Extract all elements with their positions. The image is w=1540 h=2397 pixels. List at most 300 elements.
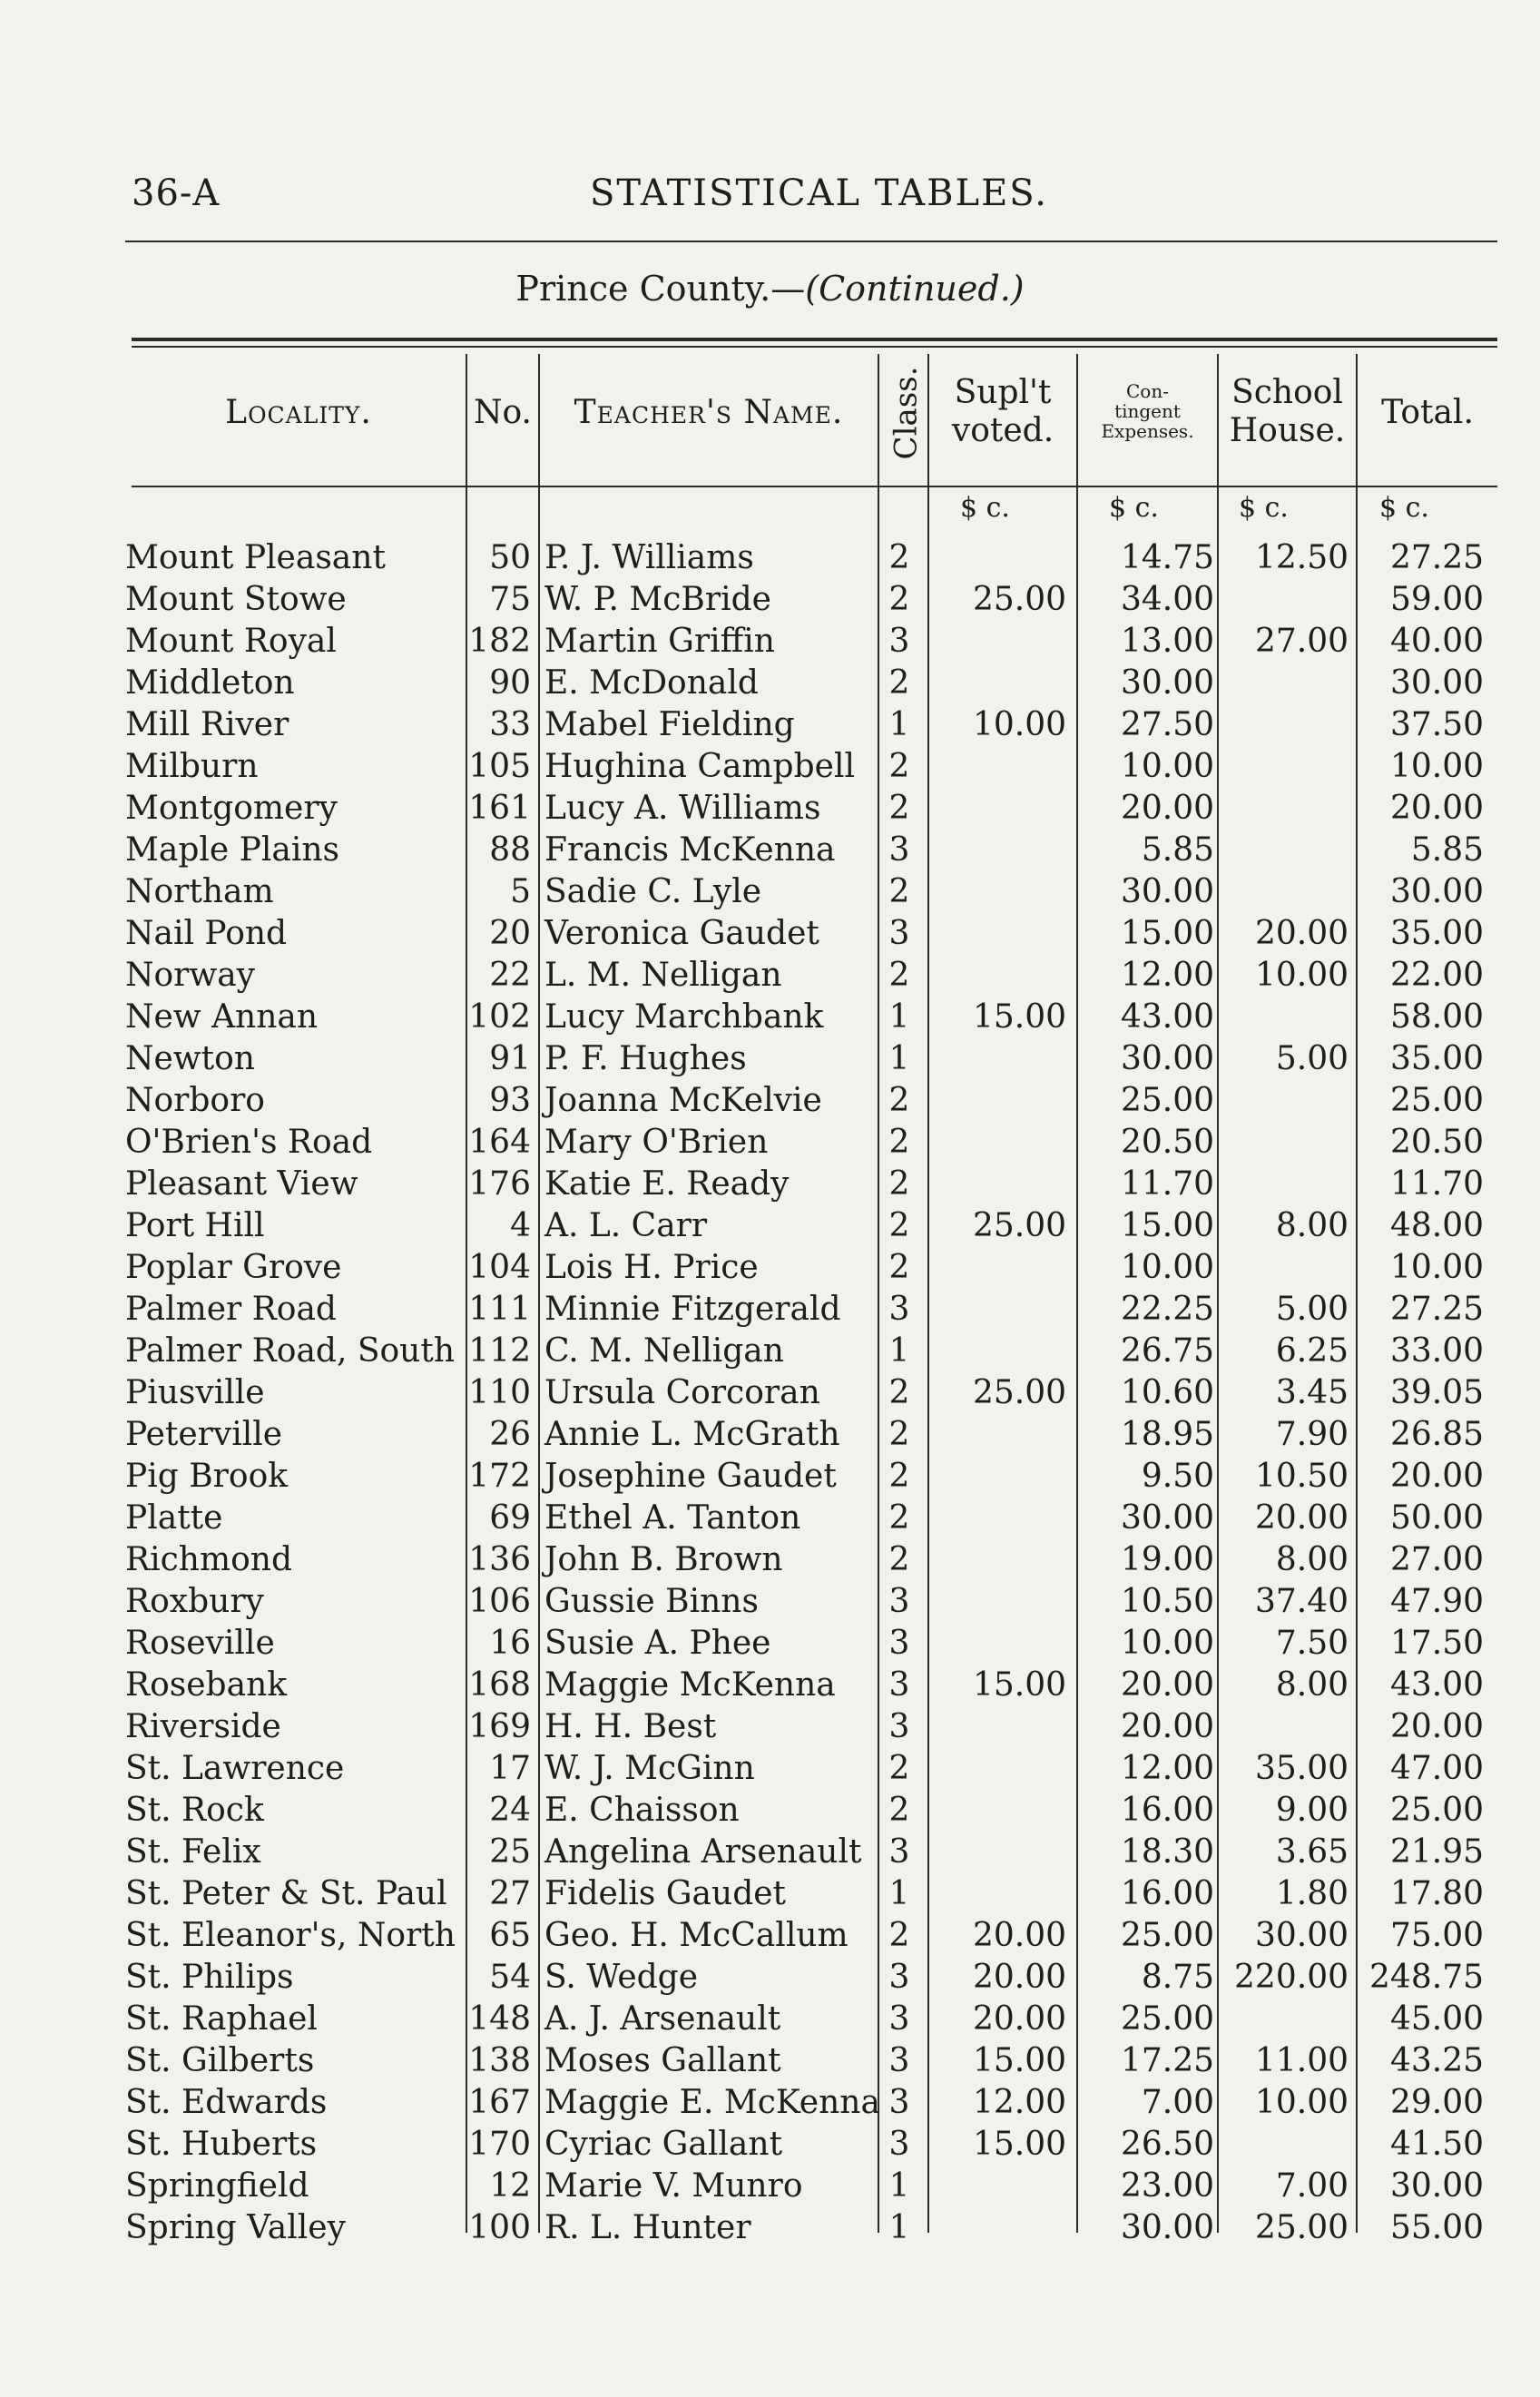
cell-school-house: 12.50 — [1254, 539, 1349, 576]
cell-number: 69 — [489, 1499, 531, 1537]
cell-number: 176 — [468, 1165, 531, 1203]
cell-teacher-name: W. P. McBride — [544, 581, 771, 618]
cell-class: 3 — [888, 1833, 910, 1871]
cell-supl-voted: 10.00 — [972, 706, 1066, 743]
cell-teacher-name: Katie E. Ready — [544, 1165, 790, 1203]
table-row — [0, 1331, 1540, 1372]
cell-school-house: 37.40 — [1254, 1583, 1349, 1620]
cell-number: 17 — [489, 1750, 531, 1787]
cell-number: 161 — [468, 790, 531, 827]
cell-locality: Montgomery — [125, 790, 338, 827]
cell-class: 1 — [888, 2167, 910, 2205]
cell-locality: Rosebank — [125, 1666, 288, 1704]
cell-teacher-name: Mabel Fielding — [544, 706, 795, 743]
cell-locality: Palmer Road — [125, 1291, 337, 1328]
cell-total: 35.00 — [1389, 915, 1484, 952]
cell-locality: St. Edwards — [125, 2084, 328, 2121]
table-row — [0, 830, 1540, 871]
header-house-line2: House. — [1229, 412, 1346, 449]
cell-locality: Maple Plains — [125, 831, 340, 869]
cell-school-house: 9.00 — [1275, 1792, 1349, 1829]
cell-teacher-name: Angelina Arsenault — [544, 1833, 862, 1871]
county-continued: (Continued.) — [805, 269, 1025, 309]
unit-total: $ c. — [1379, 492, 1429, 524]
cell-school-house: 27.00 — [1254, 623, 1349, 660]
cell-school-house: 7.50 — [1275, 1625, 1349, 1662]
header-bottom-rule — [132, 486, 1497, 487]
cell-contingent-expenses: 10.00 — [1120, 748, 1214, 785]
cell-locality: Richmond — [125, 1541, 293, 1578]
cell-total: 27.25 — [1389, 539, 1484, 576]
cell-contingent-expenses: 15.00 — [1120, 1207, 1214, 1244]
cell-school-house: 35.00 — [1254, 1750, 1349, 1787]
cell-contingent-expenses: 10.00 — [1120, 1249, 1214, 1286]
cell-locality: Mount Stowe — [125, 581, 347, 618]
header-supl-voted — [929, 374, 1076, 450]
cell-class: 1 — [888, 998, 910, 1036]
cell-number: 182 — [468, 623, 531, 660]
table-row — [0, 1748, 1540, 1790]
cell-teacher-name: Cyriac Gallant — [544, 2126, 783, 2163]
cell-contingent-expenses: 12.00 — [1120, 1750, 1214, 1787]
cell-total: 30.00 — [1389, 873, 1484, 910]
cell-number: 24 — [489, 1792, 531, 1829]
cell-locality: St. Peter & St. Paul — [125, 1875, 447, 1912]
cell-class: 3 — [888, 623, 910, 660]
cell-contingent-expenses: 9.50 — [1141, 1458, 1214, 1495]
cell-total: 59.00 — [1389, 581, 1484, 618]
header-supl-line1: Supl't — [954, 374, 1052, 411]
table-row — [0, 1164, 1540, 1205]
cell-class: 2 — [888, 664, 910, 702]
cell-class: 3 — [888, 831, 910, 869]
cell-total: 75.00 — [1389, 1917, 1484, 1954]
cell-teacher-name: Lois H. Price — [544, 1249, 759, 1286]
cell-number: 12 — [489, 2167, 531, 2205]
table-row — [0, 997, 1540, 1038]
cell-number: 22 — [489, 957, 531, 994]
cell-total: 35.00 — [1389, 1040, 1484, 1077]
cell-class: 3 — [888, 1708, 910, 1745]
table-row — [0, 1790, 1540, 1832]
cell-locality: O'Brien's Road — [125, 1124, 373, 1161]
cell-contingent-expenses: 25.00 — [1120, 1917, 1214, 1954]
header-no: No. — [474, 394, 532, 431]
cell-total: 58.00 — [1389, 998, 1484, 1036]
table-row — [0, 1999, 1540, 2040]
cell-total: 22.00 — [1389, 957, 1484, 994]
header-cont-line3: Expenses. — [1101, 420, 1194, 442]
cell-locality: New Annan — [125, 998, 319, 1036]
cell-teacher-name: Geo. H. McCallum — [544, 1917, 848, 1954]
cell-teacher-name: C. M. Nelligan — [544, 1332, 784, 1370]
cell-contingent-expenses: 26.50 — [1120, 2126, 1214, 2163]
cell-teacher-name: L. M. Nelligan — [544, 957, 782, 994]
cell-supl-voted: 20.00 — [972, 1959, 1066, 1996]
table-row — [0, 871, 1540, 913]
cell-number: 4 — [510, 1207, 531, 1244]
cell-class: 2 — [888, 1124, 910, 1161]
cell-locality: Platte — [125, 1499, 223, 1537]
cell-number: 164 — [468, 1124, 531, 1161]
cell-total: 47.90 — [1389, 1583, 1484, 1620]
cell-locality: Riverside — [125, 1708, 281, 1745]
cell-locality: Pig Brook — [125, 1458, 289, 1495]
cell-contingent-expenses: 30.00 — [1120, 664, 1214, 702]
header-class — [888, 354, 924, 472]
cell-teacher-name: S. Wedge — [544, 1959, 699, 1996]
cell-total: 41.50 — [1389, 2126, 1484, 2163]
cell-contingent-expenses: 30.00 — [1120, 1499, 1214, 1537]
cell-contingent-expenses: 7.00 — [1141, 2084, 1214, 2121]
header-school-house — [1219, 374, 1356, 450]
cell-class: 2 — [888, 1458, 910, 1495]
cell-school-house: 10.00 — [1254, 957, 1349, 994]
cell-number: 50 — [489, 539, 531, 576]
cell-number: 93 — [489, 1082, 531, 1119]
cell-contingent-expenses: 25.00 — [1120, 1082, 1214, 1119]
cell-locality: Northam — [125, 873, 274, 910]
cell-locality: Roxbury — [125, 1583, 264, 1620]
cell-total: 20.00 — [1389, 790, 1484, 827]
cell-school-house: 8.00 — [1275, 1207, 1349, 1244]
cell-supl-voted: 25.00 — [972, 1374, 1066, 1411]
cell-locality: St. Eleanor's, North — [125, 1917, 456, 1954]
cell-contingent-expenses: 10.60 — [1120, 1374, 1214, 1411]
table-row — [0, 2040, 1540, 2082]
cell-school-house: 8.00 — [1275, 1666, 1349, 1704]
cell-supl-voted: 20.00 — [972, 2000, 1066, 2038]
cell-total: 29.00 — [1389, 2084, 1484, 2121]
cell-total: 17.80 — [1389, 1875, 1484, 1912]
table-row — [0, 1122, 1540, 1164]
table-row — [0, 2124, 1540, 2166]
cell-contingent-expenses: 16.00 — [1120, 1792, 1214, 1829]
cell-school-house: 10.00 — [1254, 2084, 1349, 2121]
cell-teacher-name: W. J. McGinn — [544, 1750, 755, 1787]
cell-supl-voted: 15.00 — [972, 2042, 1066, 2079]
cell-class: 3 — [888, 1583, 910, 1620]
cell-number: 168 — [468, 1666, 531, 1704]
cell-total: 40.00 — [1389, 623, 1484, 660]
cell-school-house: 5.00 — [1275, 1291, 1349, 1328]
cell-locality: St. Raphael — [125, 2000, 318, 2038]
table-row — [0, 1832, 1540, 1873]
table-row — [0, 2207, 1540, 2249]
header-cont-line2: tingent — [1114, 400, 1181, 422]
cell-number: 27 — [489, 1875, 531, 1912]
cell-class: 2 — [888, 581, 910, 618]
cell-school-house: 3.65 — [1275, 1833, 1349, 1871]
cell-total: 20.00 — [1389, 1708, 1484, 1745]
table-row — [0, 1289, 1540, 1331]
cell-number: 111 — [468, 1291, 531, 1328]
cell-contingent-expenses: 10.50 — [1120, 1583, 1214, 1620]
cell-teacher-name: P. F. Hughes — [544, 1040, 747, 1077]
cell-contingent-expenses: 20.00 — [1120, 1666, 1214, 1704]
table-top-rule-thick — [132, 338, 1497, 341]
cell-locality: St. Philips — [125, 1959, 294, 1996]
cell-contingent-expenses: 13.00 — [1120, 623, 1214, 660]
cell-locality: St. Lawrence — [125, 1750, 345, 1787]
cell-total: 20.50 — [1389, 1124, 1484, 1161]
cell-class: 2 — [888, 1792, 910, 1829]
table-row — [0, 746, 1540, 788]
cell-school-house: 25.00 — [1254, 2209, 1349, 2246]
table-row — [0, 1372, 1540, 1414]
cell-class: 1 — [888, 1040, 910, 1077]
cell-contingent-expenses: 43.00 — [1120, 998, 1214, 1036]
cell-supl-voted: 15.00 — [972, 1666, 1066, 1704]
cell-total: 248.75 — [1369, 1959, 1484, 1996]
cell-number: 172 — [468, 1458, 531, 1495]
cell-class: 2 — [888, 1165, 910, 1203]
cell-number: 16 — [489, 1625, 531, 1662]
cell-locality: Mount Royal — [125, 623, 337, 660]
cell-locality: Poplar Grove — [125, 1249, 342, 1286]
cell-locality: St. Felix — [125, 1833, 261, 1871]
cell-total: 55.00 — [1389, 2209, 1484, 2246]
county-name: Prince County.— — [515, 269, 806, 309]
cell-school-house: 1.80 — [1275, 1875, 1349, 1912]
cell-number: 75 — [489, 581, 531, 618]
header-rule — [125, 241, 1497, 242]
cell-total: 20.00 — [1389, 1458, 1484, 1495]
cell-contingent-expenses: 30.00 — [1120, 1040, 1214, 1077]
cell-contingent-expenses: 19.00 — [1120, 1541, 1214, 1578]
cell-number: 169 — [468, 1708, 531, 1745]
cell-contingent-expenses: 10.00 — [1120, 1625, 1214, 1662]
cell-total: 47.00 — [1389, 1750, 1484, 1787]
table-row — [0, 913, 1540, 955]
cell-locality: Middleton — [125, 664, 295, 702]
cell-number: 5 — [510, 873, 531, 910]
cell-class: 3 — [888, 2000, 910, 2038]
cell-teacher-name: Sadie C. Lyle — [544, 873, 762, 910]
table-row — [0, 621, 1540, 663]
cell-teacher-name: Fidelis Gaudet — [544, 1875, 787, 1912]
cell-total: 43.00 — [1389, 1666, 1484, 1704]
cell-supl-voted: 25.00 — [972, 1207, 1066, 1244]
cell-class: 3 — [888, 1666, 910, 1704]
cell-class: 3 — [888, 2042, 910, 2079]
cell-number: 136 — [468, 1541, 531, 1578]
cell-number: 91 — [489, 1040, 531, 1077]
cell-teacher-name: H. H. Best — [544, 1708, 717, 1745]
cell-contingent-expenses: 8.75 — [1141, 1959, 1214, 1996]
cell-contingent-expenses: 25.00 — [1120, 2000, 1214, 2038]
cell-teacher-name: Moses Gallant — [544, 2042, 781, 2079]
cell-number: 54 — [489, 1959, 531, 1996]
cell-class: 3 — [888, 915, 910, 952]
cell-contingent-expenses: 15.00 — [1120, 915, 1214, 952]
cell-total: 26.85 — [1389, 1416, 1484, 1453]
cell-total: 30.00 — [1389, 2167, 1484, 2205]
cell-class: 2 — [888, 1416, 910, 1453]
cell-teacher-name: Minnie Fitzgerald — [544, 1291, 841, 1328]
cell-school-house: 11.00 — [1254, 2042, 1349, 2079]
county-title — [0, 269, 1540, 309]
cell-locality: Palmer Road, South — [125, 1332, 456, 1370]
cell-total: 39.05 — [1389, 1374, 1484, 1411]
cell-teacher-name: A. J. Arsenault — [544, 2000, 781, 2038]
table-row — [0, 2166, 1540, 2207]
cell-class: 1 — [888, 1332, 910, 1370]
cell-contingent-expenses: 18.30 — [1120, 1833, 1214, 1871]
cell-number: 170 — [468, 2126, 531, 2163]
cell-locality: St. Rock — [125, 1792, 264, 1829]
cell-class: 2 — [888, 1541, 910, 1578]
cell-teacher-name: E. Chaisson — [544, 1792, 740, 1829]
cell-contingent-expenses: 20.50 — [1120, 1124, 1214, 1161]
table-top-rule-thin — [132, 346, 1497, 348]
cell-number: 20 — [489, 915, 531, 952]
cell-total: 11.70 — [1389, 1165, 1484, 1203]
cell-contingent-expenses: 30.00 — [1120, 2209, 1214, 2246]
cell-teacher-name: Susie A. Phee — [544, 1625, 771, 1662]
cell-teacher-name: Hughina Campbell — [544, 748, 855, 785]
cell-contingent-expenses: 26.75 — [1120, 1332, 1214, 1370]
table-row — [0, 955, 1540, 997]
cell-contingent-expenses: 17.25 — [1120, 2042, 1214, 2079]
cell-school-house: 7.00 — [1275, 2167, 1349, 2205]
cell-locality: Piusville — [125, 1374, 265, 1411]
cell-total: 17.50 — [1389, 1625, 1484, 1662]
header-teacher-name: Teacher's Name. — [574, 394, 844, 431]
table-row — [0, 1414, 1540, 1456]
cell-teacher-name: Mary O'Brien — [544, 1124, 769, 1161]
cell-number: 26 — [489, 1416, 531, 1453]
cell-total: 43.25 — [1389, 2042, 1484, 2079]
cell-supl-voted: 20.00 — [972, 1917, 1066, 1954]
table-row — [0, 1915, 1540, 1957]
cell-contingent-expenses: 22.25 — [1120, 1291, 1214, 1328]
header-locality: Locality. — [225, 394, 372, 431]
cell-school-house: 30.00 — [1254, 1917, 1349, 1954]
cell-locality: Pleasant View — [125, 1165, 358, 1203]
cell-locality: Peterville — [125, 1416, 283, 1453]
cell-teacher-name: E. McDonald — [544, 664, 759, 702]
cell-locality: St. Gilberts — [125, 2042, 315, 2079]
table-row — [0, 537, 1540, 579]
cell-contingent-expenses: 23.00 — [1120, 2167, 1214, 2205]
unit-contingent: $ c. — [1109, 492, 1159, 524]
cell-class: 2 — [888, 1917, 910, 1954]
running-title: STATISTICAL TABLES. — [590, 172, 1048, 214]
cell-total: 25.00 — [1389, 1082, 1484, 1119]
cell-class: 1 — [888, 1875, 910, 1912]
cell-number: 100 — [468, 2209, 531, 2246]
header-cont-line1: Con- — [1126, 380, 1169, 402]
cell-contingent-expenses: 12.00 — [1120, 957, 1214, 994]
cell-contingent-expenses: 14.75 — [1120, 539, 1214, 576]
cell-total: 50.00 — [1389, 1499, 1484, 1537]
cell-contingent-expenses: 5.85 — [1141, 831, 1214, 869]
cell-teacher-name: R. L. Hunter — [544, 2209, 751, 2246]
cell-locality: Nail Pond — [125, 915, 288, 952]
cell-total: 25.00 — [1389, 1792, 1484, 1829]
cell-number: 104 — [468, 1249, 531, 1286]
table-row — [0, 1957, 1540, 1999]
cell-number: 106 — [468, 1583, 531, 1620]
cell-number: 138 — [468, 2042, 531, 2079]
cell-number: 102 — [468, 998, 531, 1036]
cell-number: 167 — [468, 2084, 531, 2121]
cell-teacher-name: Martin Griffin — [544, 623, 775, 660]
cell-class: 3 — [888, 1291, 910, 1328]
cell-locality: Norboro — [125, 1082, 265, 1119]
header-house-line1: School — [1231, 374, 1343, 411]
cell-class: 2 — [888, 539, 910, 576]
cell-teacher-name: Ursula Corcoran — [544, 1374, 820, 1411]
table-row — [0, 1247, 1540, 1289]
cell-locality: Springfield — [125, 2167, 309, 2205]
cell-total: 37.50 — [1389, 706, 1484, 743]
cell-number: 110 — [468, 1374, 531, 1411]
cell-total: 45.00 — [1389, 2000, 1484, 2038]
cell-class: 3 — [888, 1625, 910, 1662]
cell-teacher-name: Veronica Gaudet — [544, 915, 819, 952]
unit-supl: $ c. — [960, 492, 1010, 524]
cell-total: 27.00 — [1389, 1541, 1484, 1578]
cell-class: 2 — [888, 957, 910, 994]
cell-number: 33 — [489, 706, 531, 743]
cell-locality: Milburn — [125, 748, 259, 785]
cell-school-house: 8.00 — [1275, 1541, 1349, 1578]
cell-school-house: 10.50 — [1254, 1458, 1349, 1495]
page-number: 36-A — [132, 172, 221, 214]
cell-number: 65 — [489, 1917, 531, 1954]
table-row — [0, 1623, 1540, 1665]
cell-supl-voted: 12.00 — [972, 2084, 1066, 2121]
cell-total: 5.85 — [1410, 831, 1484, 869]
cell-teacher-name: Maggie E. McKenna — [544, 2084, 880, 2121]
cell-total: 30.00 — [1389, 664, 1484, 702]
cell-total: 21.95 — [1389, 1833, 1484, 1871]
cell-locality: St. Huberts — [125, 2126, 318, 2163]
cell-locality: Mill River — [125, 706, 289, 743]
cell-contingent-expenses: 34.00 — [1120, 581, 1214, 618]
table-row — [0, 704, 1540, 746]
cell-contingent-expenses: 20.00 — [1120, 1708, 1214, 1745]
cell-supl-voted: 15.00 — [972, 998, 1066, 1036]
table-row — [0, 788, 1540, 830]
cell-locality: Mount Pleasant — [125, 539, 386, 576]
table-row — [0, 663, 1540, 704]
cell-number: 90 — [489, 664, 531, 702]
cell-total: 10.00 — [1389, 748, 1484, 785]
cell-locality: Roseville — [125, 1625, 275, 1662]
cell-teacher-name: Josephine Gaudet — [544, 1458, 837, 1495]
cell-school-house: 3.45 — [1275, 1374, 1349, 1411]
cell-supl-voted: 25.00 — [972, 581, 1066, 618]
header-class-label: Class. — [888, 366, 924, 460]
cell-class: 2 — [888, 1499, 910, 1537]
cell-class: 2 — [888, 748, 910, 785]
cell-number: 112 — [468, 1332, 531, 1370]
table-row — [0, 1498, 1540, 1539]
table-row — [0, 1665, 1540, 1706]
cell-teacher-name: Francis McKenna — [544, 831, 836, 869]
cell-contingent-expenses: 30.00 — [1120, 873, 1214, 910]
cell-class: 3 — [888, 2126, 910, 2163]
cell-locality: Spring Valley — [125, 2209, 346, 2246]
cell-teacher-name: John B. Brown — [544, 1541, 783, 1578]
cell-school-house: 7.90 — [1275, 1416, 1349, 1453]
cell-class: 2 — [888, 873, 910, 910]
cell-teacher-name: Annie L. McGrath — [544, 1416, 840, 1453]
cell-number: 105 — [468, 748, 531, 785]
